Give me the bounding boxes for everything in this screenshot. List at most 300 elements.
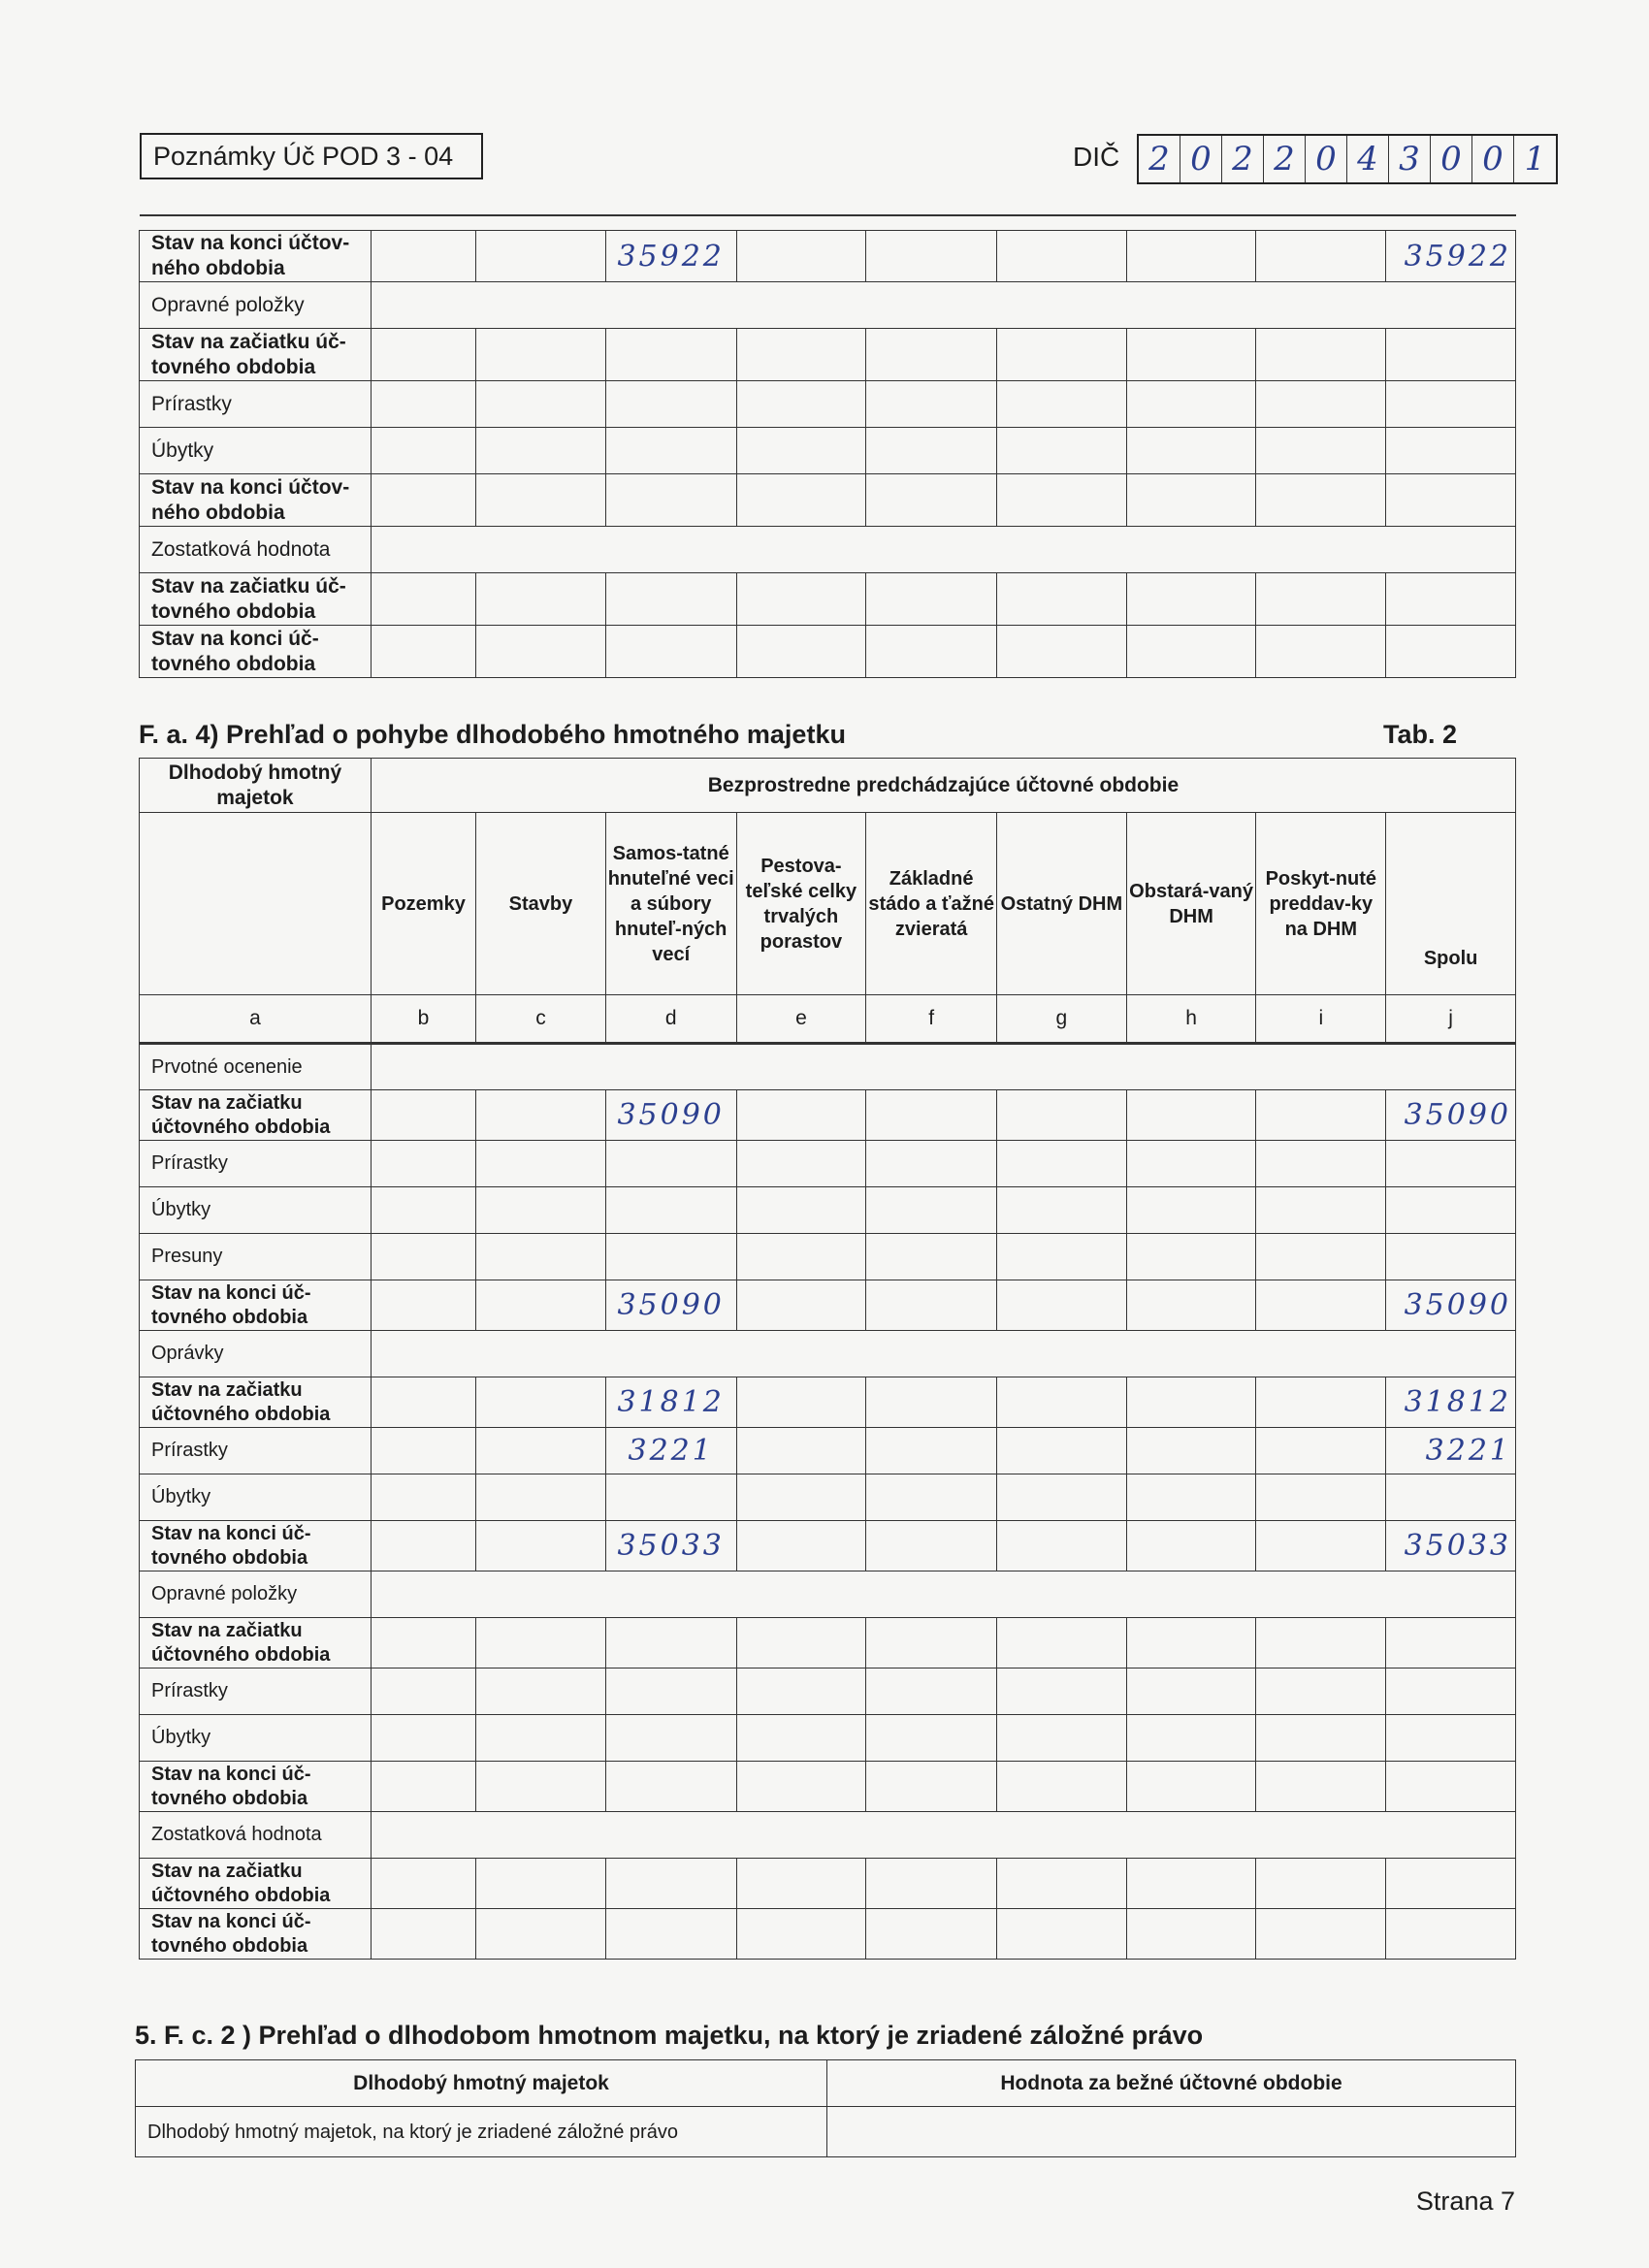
group-header: Bezprostredne predchádzajúce účtovné obdobie [371, 759, 1515, 813]
value-cell-j[interactable] [1386, 1909, 1516, 1960]
value-cell-j[interactable] [1386, 1669, 1516, 1715]
value-cell-d[interactable]: 35090 [605, 1090, 736, 1141]
row-label: Opravné položky [140, 282, 372, 329]
value-cell-g[interactable] [997, 1428, 1127, 1474]
value-cell-g[interactable] [997, 1234, 1127, 1280]
value-cell-h[interactable] [1126, 1377, 1256, 1428]
dic-digit: 4 [1347, 136, 1389, 182]
value-cell-d[interactable] [605, 1715, 736, 1762]
value-cell-e[interactable] [736, 1280, 866, 1331]
value-cell-f[interactable] [866, 1859, 997, 1909]
form-title-box [140, 133, 483, 179]
value-cell-e[interactable] [736, 1762, 866, 1812]
value-cell-h[interactable] [1126, 626, 1256, 678]
value-cell-h[interactable] [1126, 381, 1256, 428]
value-cell-j[interactable] [1386, 381, 1516, 428]
value-cell-f[interactable] [866, 231, 997, 282]
table-row [140, 1187, 1516, 1234]
value-cell-f[interactable] [866, 1377, 997, 1428]
value-cell-d[interactable] [605, 381, 736, 428]
value-cell-b[interactable] [371, 1521, 475, 1571]
col-header: Základné stádo a ťažné zvieratá [866, 813, 997, 995]
dic-digit-boxes [1137, 134, 1558, 184]
value-cell-c[interactable] [476, 1715, 606, 1762]
value-cell-d[interactable] [605, 1618, 736, 1669]
value-cell-h[interactable] [1126, 231, 1256, 282]
value-cell-j[interactable]: 35090 [1386, 1090, 1516, 1141]
pledged-asset-label: Dlhodobý hmotný majetok, na ktorý je zriadené záložné právo [136, 2107, 827, 2157]
table-row [140, 1428, 1516, 1474]
value-cell-g[interactable] [997, 1669, 1127, 1715]
value-cell-g[interactable] [997, 1090, 1127, 1141]
value-cell-d[interactable]: 31812 [605, 1377, 736, 1428]
table-row [140, 573, 1516, 626]
value-cell-b[interactable] [371, 1715, 475, 1762]
row-label: Zostatková hodnota [140, 1812, 372, 1859]
table-row [140, 474, 1516, 527]
value-cell-g[interactable] [997, 1280, 1127, 1331]
value-cell-f[interactable] [866, 428, 997, 474]
table-row [140, 1280, 1516, 1331]
value-cell-g[interactable] [997, 1187, 1127, 1234]
table-row [140, 1812, 1516, 1859]
value-cell-e[interactable] [736, 1669, 866, 1715]
value-cell-c[interactable] [476, 1280, 606, 1331]
col-header: Stavby [476, 813, 606, 995]
value-cell-h[interactable] [1126, 1187, 1256, 1234]
page-number: Strana 7 [1415, 2187, 1515, 2216]
value-cell-j[interactable] [1386, 1234, 1516, 1280]
row-label: Úbytky [140, 1187, 372, 1234]
value-cell-j[interactable] [1386, 1187, 1516, 1234]
value-cell-c[interactable] [476, 1428, 606, 1474]
row-label: Stav na začiatku účtovného obdobia [140, 1859, 372, 1909]
value-cell-i[interactable] [1256, 1187, 1386, 1234]
value-cell-i[interactable] [1256, 1909, 1386, 1960]
value-cell-j[interactable] [1386, 474, 1516, 527]
value-cell-d[interactable] [605, 1474, 736, 1521]
table-row [140, 1331, 1516, 1377]
value-cell-d[interactable] [605, 329, 736, 381]
value-cell-j[interactable] [1386, 1715, 1516, 1762]
value-cell-d[interactable]: 35922 [605, 231, 736, 282]
value-cell-h[interactable] [1126, 1859, 1256, 1909]
dic-digit: 1 [1524, 140, 1546, 178]
value-cell-j[interactable] [1386, 1474, 1516, 1521]
value-cell-e[interactable] [736, 474, 866, 527]
col-header: Pozemky [371, 813, 475, 995]
value-cell-f[interactable] [866, 1669, 997, 1715]
value-cell-h[interactable] [1126, 329, 1256, 381]
table-row [140, 527, 1516, 573]
value-cell-d[interactable] [605, 428, 736, 474]
value-cell-f[interactable] [866, 329, 997, 381]
dic-digit: 3 [1389, 136, 1431, 182]
value-cell-g[interactable] [997, 381, 1127, 428]
value-cell-f[interactable] [866, 1187, 997, 1234]
table-dhm-movement [139, 758, 1516, 1960]
value-cell-e[interactable] [736, 428, 866, 474]
value-cell-f[interactable] [866, 1474, 997, 1521]
value-cell-j[interactable] [1386, 1859, 1516, 1909]
row-label: Prvotné ocenenie [140, 1044, 372, 1090]
value-cell-c[interactable] [476, 1234, 606, 1280]
row-label: Stav na začiatku účtovného obdobia [140, 1377, 372, 1428]
section-f-tab: Tab. 2 [1383, 720, 1458, 749]
value-cell-c[interactable] [476, 1187, 606, 1234]
value-cell-b[interactable] [371, 573, 475, 626]
col-letter: j [1386, 995, 1516, 1044]
value-cell-c[interactable] [476, 1762, 606, 1812]
value-cell-d[interactable] [605, 1762, 736, 1812]
value-cell-g[interactable] [997, 231, 1127, 282]
value-cell-j[interactable]: 35090 [1386, 1280, 1516, 1331]
value-cell-h[interactable] [1126, 474, 1256, 527]
dic-digit: 0 [1472, 136, 1514, 182]
row-label: Oprávky [140, 1331, 372, 1377]
col-header-asset: Dlhodobý hmotný majetok [140, 759, 372, 813]
value-cell-b[interactable] [371, 1474, 475, 1521]
value-cell-f[interactable] [866, 381, 997, 428]
value-cell-b[interactable] [371, 231, 475, 282]
value-cell-h[interactable] [1126, 1280, 1256, 1331]
value-cell-i[interactable] [1256, 1859, 1386, 1909]
value-cell-e[interactable] [736, 1859, 866, 1909]
value-cell-h[interactable] [1126, 1234, 1256, 1280]
value-cell-i[interactable] [1256, 329, 1386, 381]
col-header: Samos-tatné hnuteľné veci a súbory hnuteľ-ných vecí [605, 813, 736, 995]
value-cell-e[interactable] [736, 1521, 866, 1571]
header-divider [140, 214, 1516, 216]
value-cell-b[interactable] [371, 1377, 475, 1428]
value-cell-e[interactable] [736, 1715, 866, 1762]
col-letter: g [997, 995, 1127, 1044]
dic-label: DIČ [1073, 142, 1120, 172]
value-cell-h[interactable] [1126, 1521, 1256, 1571]
table-row [140, 329, 1516, 381]
value-cell-b[interactable] [371, 1141, 475, 1187]
value-cell-i[interactable] [1256, 1669, 1386, 1715]
value-cell-e[interactable] [736, 1618, 866, 1669]
row-label: Úbytky [140, 1474, 372, 1521]
value-cell-d[interactable]: 3221 [605, 1428, 736, 1474]
value-cell-g[interactable] [997, 329, 1127, 381]
value-cell-d[interactable] [605, 573, 736, 626]
dic-digit: 2 [1139, 136, 1180, 182]
row-label: Stav na začiatku účtovného obdobia [140, 1618, 372, 1669]
value-cell-c[interactable] [476, 1521, 606, 1571]
row-label: Stav na konci účtov-ného obdobia [140, 231, 372, 282]
col-header: Ostatný DHM [997, 813, 1127, 995]
value-cell-j[interactable] [1386, 329, 1516, 381]
row-label: Opravné položky [140, 1571, 372, 1618]
table-row [140, 1141, 1516, 1187]
value-cell-f[interactable] [866, 474, 997, 527]
value-cell-i[interactable] [1256, 1090, 1386, 1141]
value-cell-h[interactable] [1126, 1715, 1256, 1762]
table-row [140, 1377, 1516, 1428]
row-label: Stav na konci úč-tovného obdobia [140, 1762, 372, 1812]
row-label: Stav na konci úč-tovného obdobia [140, 1909, 372, 1960]
value-cell-c[interactable] [476, 626, 606, 678]
value-cell-j[interactable] [1386, 1618, 1516, 1669]
row-label: Stav na konci účtov-ného obdobia [140, 474, 372, 527]
value-cell-c[interactable] [476, 1618, 606, 1669]
value-cell-f[interactable] [866, 1762, 997, 1812]
value-cell-j[interactable]: 35033 [1386, 1521, 1516, 1571]
value-cell-h[interactable] [1126, 1428, 1256, 1474]
value-cell-e[interactable] [736, 573, 866, 626]
value-cell-c[interactable] [476, 1141, 606, 1187]
value-cell-g[interactable] [997, 428, 1127, 474]
col-letter: c [476, 995, 606, 1044]
col-letter: d [605, 995, 736, 1044]
col-letter: h [1126, 995, 1256, 1044]
dic-digit: 2 [1264, 136, 1306, 182]
value-cell-h[interactable] [1126, 1669, 1256, 1715]
value-cell-c[interactable] [476, 1909, 606, 1960]
row-label: Stav na začiatku úč-tovného obdobia [140, 329, 372, 381]
value-cell-h[interactable] [1126, 1141, 1256, 1187]
value-cell-e[interactable] [736, 1090, 866, 1141]
value-cell-g[interactable] [997, 1909, 1127, 1960]
value-cell-b[interactable] [371, 1428, 475, 1474]
value-cell-j[interactable] [1386, 1141, 1516, 1187]
value-cell-b[interactable] [371, 381, 475, 428]
value-cell-f[interactable] [866, 1090, 997, 1141]
value-cell-d[interactable]: 35033 [605, 1521, 736, 1571]
table-row [140, 381, 1516, 428]
section-span [371, 1812, 1515, 1859]
value-cell-h[interactable] [1126, 1474, 1256, 1521]
value-cell-e[interactable] [736, 1234, 866, 1280]
value-cell-d[interactable] [605, 1859, 736, 1909]
value-cell-g[interactable] [997, 1474, 1127, 1521]
value-cell-g[interactable] [997, 626, 1127, 678]
value-cell-e[interactable] [736, 626, 866, 678]
value-cell-f[interactable] [866, 1909, 997, 1960]
value-cell-c[interactable] [476, 231, 606, 282]
value-cell-j[interactable]: 35922 [1386, 231, 1516, 282]
form-title: Poznámky Úč POD 3 - 04 [153, 141, 454, 171]
table-row [140, 428, 1516, 474]
row-label: Úbytky [140, 428, 372, 474]
value-cell-i[interactable] [1256, 381, 1386, 428]
section-span [371, 1331, 1515, 1377]
value-cell-c[interactable] [476, 428, 606, 474]
value-cell-f[interactable] [866, 1280, 997, 1331]
value-cell-i[interactable] [1256, 573, 1386, 626]
value-cell-c[interactable] [476, 1377, 606, 1428]
table-row [140, 1090, 1516, 1141]
value-cell-d[interactable] [605, 1141, 736, 1187]
value-cell-g[interactable] [997, 474, 1127, 527]
value-cell-c[interactable] [476, 1474, 606, 1521]
value-cell-d[interactable] [605, 626, 736, 678]
value-cell-e[interactable] [736, 1909, 866, 1960]
dic-digit: 2 [1222, 136, 1264, 182]
value-cell-f[interactable] [866, 626, 997, 678]
col-header-value: Hodnota za bežné účtovné obdobie [827, 2060, 1516, 2107]
value-cell-c[interactable] [476, 573, 606, 626]
value-cell-e[interactable] [736, 1474, 866, 1521]
value-cell-g[interactable] [997, 1141, 1127, 1187]
col-letter: i [1256, 995, 1386, 1044]
value-cell-e[interactable] [736, 1187, 866, 1234]
value-cell-b[interactable] [371, 1234, 475, 1280]
value-cell-j[interactable] [1386, 1762, 1516, 1812]
value-cell-f[interactable] [866, 1715, 997, 1762]
value-cell-i[interactable] [1256, 1141, 1386, 1187]
table-row [140, 1618, 1516, 1669]
value-cell-c[interactable] [476, 329, 606, 381]
value-cell-j[interactable]: 3221 [1386, 1428, 1516, 1474]
value-cell-b[interactable] [371, 1618, 475, 1669]
value-cell-b[interactable] [371, 626, 475, 678]
row-label: Prírastky [140, 1428, 372, 1474]
value-cell-d[interactable] [605, 1187, 736, 1234]
value-cell-i[interactable] [1256, 1521, 1386, 1571]
value-cell-g[interactable] [997, 573, 1127, 626]
value-cell-i[interactable] [1256, 1377, 1386, 1428]
col-header: Pestova-teľské celky trvalých porastov [736, 813, 866, 995]
table-row [140, 1474, 1516, 1521]
value-cell-i[interactable] [1256, 1762, 1386, 1812]
table-row [140, 231, 1516, 282]
row-label: Prírastky [140, 381, 372, 428]
table-row [140, 1715, 1516, 1762]
value-cell-j[interactable]: 31812 [1386, 1377, 1516, 1428]
value-cell-i[interactable] [1256, 1474, 1386, 1521]
value-cell-f[interactable] [866, 1141, 997, 1187]
table-pledged-assets [135, 2059, 1516, 2157]
value-cell-c[interactable] [476, 1669, 606, 1715]
table-row [140, 1044, 1516, 1090]
value-cell-i[interactable] [1256, 1234, 1386, 1280]
section-span [371, 282, 1515, 329]
value-cell-e[interactable] [736, 329, 866, 381]
value-cell-g[interactable] [997, 1859, 1127, 1909]
value-cell-b[interactable] [371, 1762, 475, 1812]
value-cell-d[interactable]: 35090 [605, 1280, 736, 1331]
value-cell-g[interactable] [997, 1618, 1127, 1669]
table-row [140, 1669, 1516, 1715]
value-cell-g[interactable] [997, 1762, 1127, 1812]
dic-digit: 0 [1180, 136, 1222, 182]
row-label: Prírastky [140, 1141, 372, 1187]
col-letter: f [866, 995, 997, 1044]
value-cell-e[interactable] [736, 1141, 866, 1187]
value-cell-c[interactable] [476, 1090, 606, 1141]
value-cell-h[interactable] [1126, 1090, 1256, 1141]
value-cell-d[interactable] [605, 1234, 736, 1280]
row-label: Zostatková hodnota [140, 527, 372, 573]
value-cell-g[interactable] [997, 1715, 1127, 1762]
row-label: Stav na konci úč-tovného obdobia [140, 1280, 372, 1331]
value-cell-j[interactable] [1386, 428, 1516, 474]
col-header: Poskyt-nuté preddav-ky na DHM [1256, 813, 1386, 995]
value-cell-d[interactable] [605, 474, 736, 527]
value-cell-g[interactable] [997, 1521, 1127, 1571]
section-span [371, 1044, 1515, 1090]
row-label: Presuny [140, 1234, 372, 1280]
value-cell-i[interactable] [1256, 231, 1386, 282]
value-cell-b[interactable] [371, 1859, 475, 1909]
row-label: Stav na začiatku úč-tovného obdobia [140, 573, 372, 626]
table-row [140, 1762, 1516, 1812]
value-cell-j[interactable] [1386, 573, 1516, 626]
col-header: Obstará-vaný DHM [1126, 813, 1256, 995]
section-span [371, 1571, 1515, 1618]
row-label: Úbytky [140, 1715, 372, 1762]
table-row [140, 1571, 1516, 1618]
value-cell-b[interactable] [371, 1909, 475, 1960]
value-cell-h[interactable] [1126, 573, 1256, 626]
value-cell-i[interactable] [1256, 474, 1386, 527]
value-cell-f[interactable] [866, 1618, 997, 1669]
value-cell-b[interactable] [371, 329, 475, 381]
value-cell-b[interactable] [371, 1280, 475, 1331]
col-header: Spolu [1386, 813, 1516, 995]
table-row [140, 626, 1516, 678]
value-cell-i[interactable] [1256, 1280, 1386, 1331]
value-cell-d[interactable] [605, 1669, 736, 1715]
value-cell-g[interactable] [997, 1377, 1127, 1428]
value-cell-h[interactable] [1126, 1762, 1256, 1812]
row-label: Stav na konci úč-tovného obdobia [140, 626, 372, 678]
value-cell-e[interactable] [736, 231, 866, 282]
value-cell-f[interactable] [866, 1428, 997, 1474]
row-label: Prírastky [140, 1669, 372, 1715]
row-label: Stav na konci úč-tovného obdobia [140, 1521, 372, 1571]
value-cell-i[interactable] [1256, 626, 1386, 678]
value-cell-b[interactable] [371, 1090, 475, 1141]
section-f-title: F. a. 4) Prehľad o pohybe dlhodobého hmotného majetku [139, 720, 846, 749]
value-cell-i[interactable] [1256, 1428, 1386, 1474]
value-cell-h[interactable] [1126, 1618, 1256, 1669]
value-cell-j[interactable] [1386, 626, 1516, 678]
col-header-asset: Dlhodobý hmotný majetok [136, 2060, 827, 2107]
col-header-blank [140, 813, 372, 995]
value-cell-b[interactable] [371, 1187, 475, 1234]
value-cell-c[interactable] [476, 1859, 606, 1909]
dic-digit: 0 [1431, 136, 1472, 182]
value-cell-f[interactable] [866, 573, 997, 626]
value-cell-c[interactable] [476, 381, 606, 428]
value-cell-f[interactable] [866, 1234, 997, 1280]
dic-digit: 0 [1306, 136, 1347, 182]
table-row [140, 282, 1516, 329]
value-cell-d[interactable] [605, 1909, 736, 1960]
value-cell-i[interactable] [1256, 1618, 1386, 1669]
value-cell-h[interactable] [1126, 428, 1256, 474]
value-cell-e[interactable] [736, 381, 866, 428]
value-cell-c[interactable] [476, 474, 606, 527]
value-cell-h[interactable] [1126, 1909, 1256, 1960]
value-cell-f[interactable] [866, 1521, 997, 1571]
table-row [140, 1859, 1516, 1909]
section-5-title: 5. F. c. 2 ) Prehľad o dlhodobom hmotnom majetku, na ktorý je zriadené záložné právo [135, 2021, 1204, 2050]
table-continuation [139, 230, 1516, 678]
value-cell-i[interactable] [1256, 428, 1386, 474]
value-cell-b[interactable] [371, 1669, 475, 1715]
value-cell-b[interactable] [371, 428, 475, 474]
value-cell-b[interactable] [371, 474, 475, 527]
value-cell-i[interactable] [1256, 1715, 1386, 1762]
value-cell-e[interactable] [736, 1377, 866, 1428]
pledged-asset-value[interactable] [827, 2107, 1516, 2157]
value-cell-e[interactable] [736, 1428, 866, 1474]
